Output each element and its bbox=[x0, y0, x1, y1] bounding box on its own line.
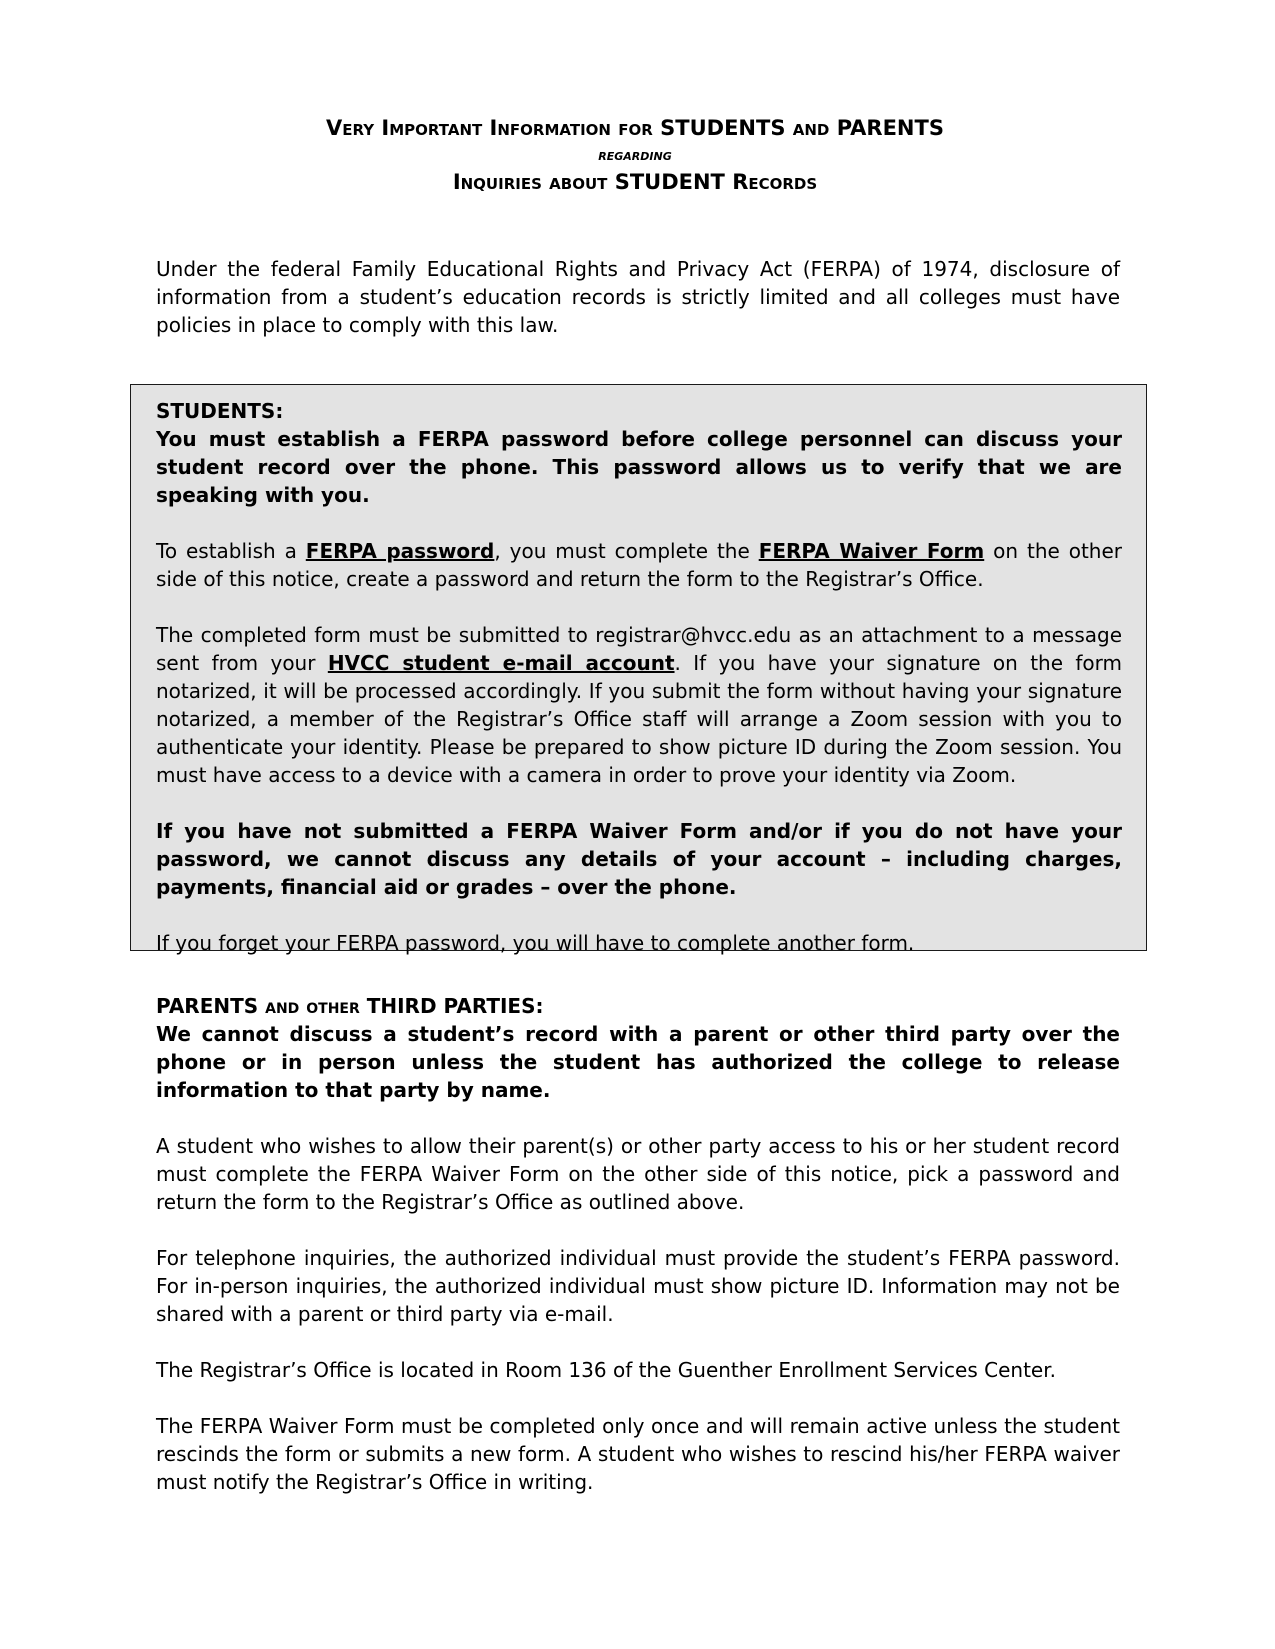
students-paragraph-2 bbox=[156, 621, 1122, 789]
parents-heading-b: and other bbox=[258, 994, 367, 1018]
students-forget-note: If you forget your FERPA password, you will have to complete another form. bbox=[156, 931, 915, 955]
title-line-1-part-4: PARENTS bbox=[836, 116, 944, 140]
title-line-1-part-2: STUDENTS bbox=[660, 116, 786, 140]
students-warning: If you have not submitted a FERPA Waiver Form and/or if you do not have your password, we cannot discuss any details of your account – including charges, payments, financial aid or grades – over the phone. bbox=[156, 819, 1122, 899]
students-p2-text-b: . If you have your signature on the form notarized, it will be processed accordingly. If you submit the form without having your signature notarized, a member of the Registrar’s Office staff will arrange a Zoom session with you to authenticate your identity. Please be prepared to show picture ID during the Zoom session. You must have access to a device with a camera in order to prove your identity via Zoom. bbox=[156, 651, 1122, 787]
title-line-3 bbox=[148, 168, 1122, 196]
title-line-3-part-1: Inquiries about bbox=[452, 170, 615, 194]
students-lead: You must establish a FERPA password before college personnel can discuss your student record over the phone. This password allows us to verify that we are speaking with you. bbox=[156, 427, 1122, 507]
parents-section bbox=[156, 992, 1120, 1524]
title-line-2: regarding bbox=[598, 146, 672, 164]
students-p1-text-a: To establish a bbox=[156, 539, 306, 563]
parents-paragraph-1: A student who wishes to allow their parent(s) or other party access to his or her student record must complete the FERPA Waiver Form on the other side of this notice, pick a password and return the form to the Registrar’s Office as outlined above. bbox=[156, 1134, 1120, 1214]
hvcc-email-account-link: HVCC student e-mail account bbox=[327, 651, 675, 675]
parents-heading-a: PARENTS bbox=[156, 994, 259, 1018]
students-p1-text-b: , you must complete the bbox=[494, 539, 759, 563]
parents-heading bbox=[156, 994, 543, 1018]
students-p2-text-a: The completed form must be submitted to registrar@hvcc.edu as an attachment to a message sent from your bbox=[156, 623, 1122, 675]
students-p1-text-c: on the other side of this notice, create a password and return the form to the Registrar’s Office. bbox=[156, 539, 1122, 591]
students-notice-box bbox=[130, 384, 1147, 955]
ferpa-password-link: FERPA password bbox=[305, 539, 495, 563]
students-paragraph-1 bbox=[156, 537, 1122, 593]
title-line-3-part-2: STUDENT bbox=[614, 170, 725, 194]
ferpa-waiver-form-link: FERPA Waiver Form bbox=[758, 539, 985, 563]
title-line-1-part-1: Very Important Information for bbox=[326, 116, 661, 140]
parents-lead: We cannot discuss a student’s record with a parent or other third party over the phone or in person unless the student has authorized the college to release information to that party by name. bbox=[156, 1022, 1120, 1102]
students-section bbox=[156, 397, 1122, 509]
intro-paragraph: Under the federal Family Educational Rights and Privacy Act (FERPA) of 1974, disclosure of information from a student’s education records is strictly limited and all colleges must have policies in place to comply with this law. bbox=[156, 257, 1120, 337]
parents-heading-c: THIRD PARTIES: bbox=[366, 994, 544, 1018]
title-line-1 bbox=[148, 114, 1122, 142]
title-line-3-part-3: Records bbox=[724, 170, 818, 194]
parents-paragraph-4: The FERPA Waiver Form must be completed only once and will remain active unless the student rescinds the form or submits a new form. A student who wishes to rescind his/her FERPA waiver must notify the Registrar’s Office in writing. bbox=[156, 1414, 1120, 1494]
document-title bbox=[148, 114, 1122, 196]
parents-paragraph-3: The Registrar’s Office is located in Room 136 of the Guenther Enrollment Services Center. bbox=[156, 1358, 1056, 1382]
parents-intro bbox=[156, 992, 1120, 1104]
students-heading: STUDENTS: bbox=[156, 399, 284, 423]
title-line-1-part-3: and bbox=[785, 116, 837, 140]
parents-paragraph-2: For telephone inquiries, the authorized individual must provide the student’s FERPA password. For in-person inquiries, the authorized individual must show picture ID. Information may not be shared with a parent or third party via e-mail. bbox=[156, 1246, 1120, 1326]
